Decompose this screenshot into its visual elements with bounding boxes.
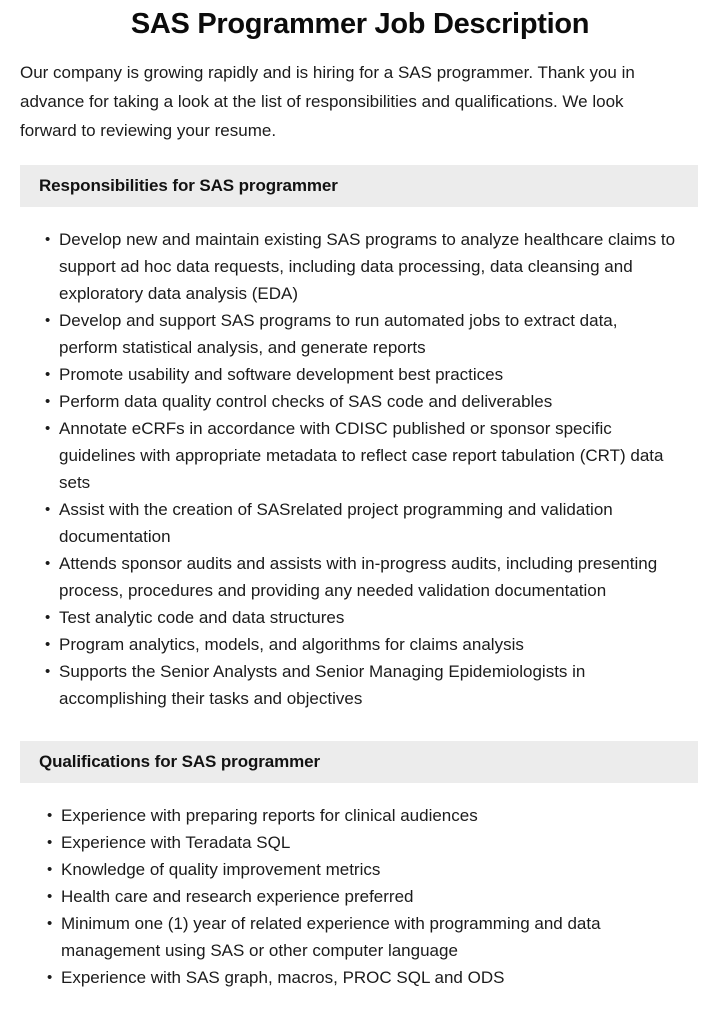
section-qualifications (0, 741, 720, 991)
list-item: • Develop new and maintain existing SAS programs to analyze healthcare claims to support ad hoc data requests, including data processing, data cleansing and exploratory data analysis (EDA) (45, 226, 680, 307)
list-item: • Test analytic code and data structures (45, 604, 680, 631)
list-item: • Supports the Senior Analysts and Senior Managing Epidemiologists in accomplishing their tasks and objectives (45, 658, 680, 712)
qualifications-list (0, 802, 720, 991)
responsibilities-list (0, 226, 720, 712)
list-item: • Annotate eCRFs in accordance with CDISC published or sponsor specific guidelines with appropriate metadata to reflect case report tabulation (CRT) data sets (45, 415, 680, 496)
list-item: • Promote usability and software development best practices (45, 361, 680, 388)
page-title: SAS Programmer Job Description (130, 8, 590, 40)
list-item: • Develop and support SAS programs to run automated jobs to extract data, perform statistical analysis, and generate reports (45, 307, 680, 361)
list-item: • Experience with Teradata SQL (47, 829, 680, 856)
list-item: • Knowledge of quality improvement metrics (47, 856, 680, 883)
section-responsibilities (0, 165, 720, 721)
list-item: • Experience with preparing reports for clinical audiences (47, 802, 680, 829)
list-item: • Experience with SAS graph, macros, PROC SQL and ODS (47, 964, 680, 991)
list-item: • Attends sponsor audits and assists with in-progress audits, including presenting process, procedures and providing any needed validation documentation (45, 550, 680, 604)
section-heading-responsibilities: Responsibilities for SAS programmer (20, 165, 698, 207)
list-item: • Minimum one (1) year of related experience with programming and data management using SAS or other computer language (47, 910, 680, 964)
section-body-qualifications (0, 802, 720, 991)
list-item: • Program analytics, models, and algorithms for claims analysis (45, 631, 680, 658)
section-heading-qualifications: Qualifications for SAS programmer (20, 741, 698, 783)
section-body-responsibilities (0, 226, 720, 721)
list-item: • Perform data quality control checks of SAS code and deliverables (45, 388, 680, 415)
intro-paragraph: Our company is growing rapidly and is hiring for a SAS programmer. Thank you in advance for taking a look at the list of responsibilities and qualifications. We look forward to reviewing your resume. (20, 63, 635, 140)
list-item: • Assist with the creation of SASrelated project programming and validation documentation (45, 496, 680, 550)
list-item: • Health care and research experience preferred (47, 883, 680, 910)
